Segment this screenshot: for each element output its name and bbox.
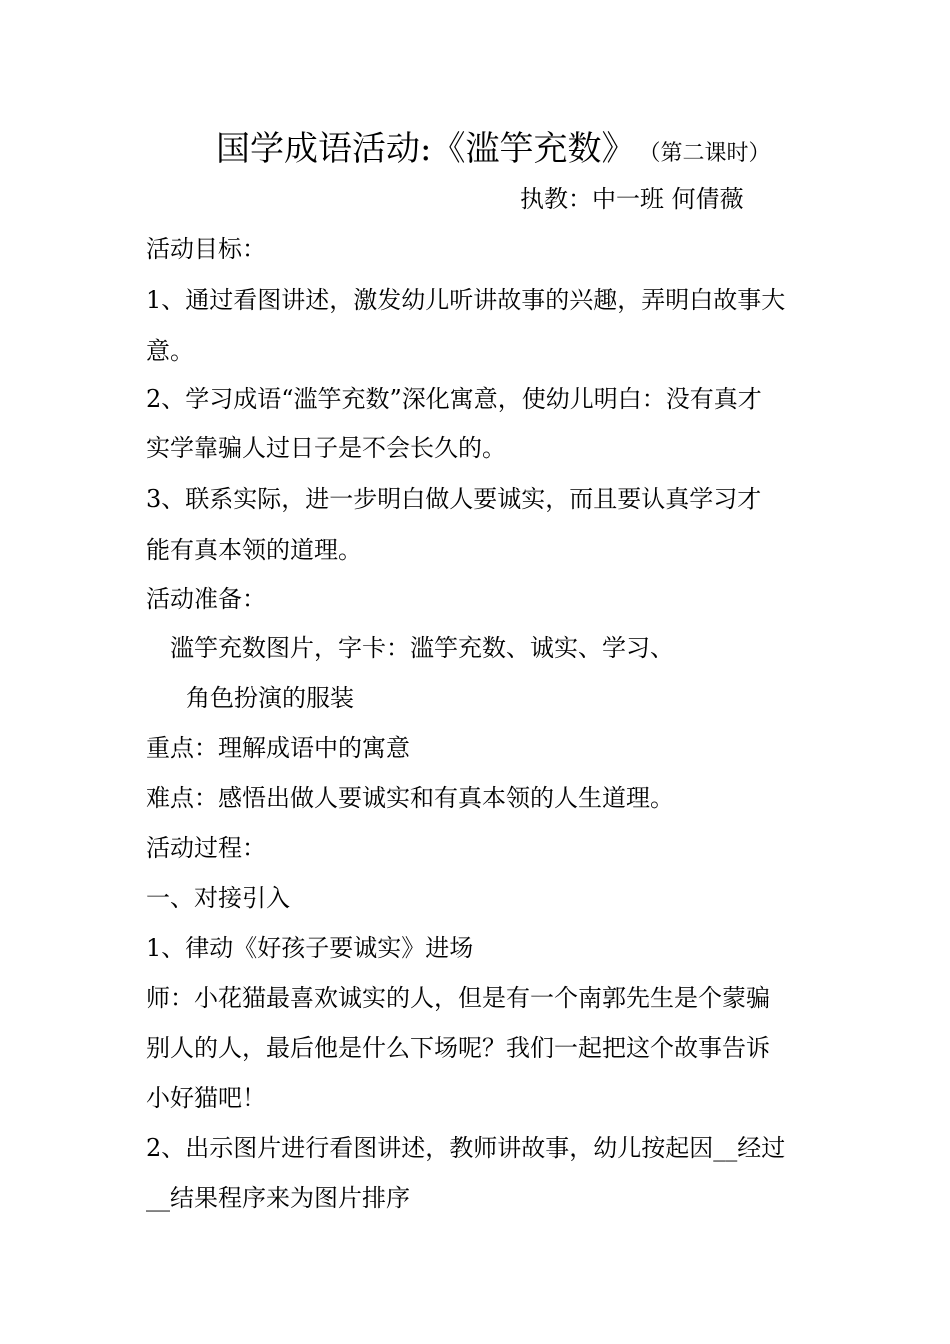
document-title <box>216 124 770 179</box>
title-lesson-number: （第二课时） <box>649 141 771 166</box>
paragraph-line: 3、联系实际，进一步明白做人要诚实，而且要认真学习才 <box>146 485 762 513</box>
paragraph-line: 1、律动《好孩子要诚实》进场 <box>146 934 474 962</box>
difficulty-line: 难点：感悟出做人要诚实和有真本领的人生道理。 <box>146 784 674 812</box>
section-heading-goals: 活动目标： <box>146 235 266 263</box>
paragraph-line: 2、出示图片进行看图讲述，教师讲故事，幼儿按起因__经过 <box>146 1134 786 1162</box>
paragraph-line: 小好猫吧！ <box>146 1084 266 1112</box>
paragraph-line: 意。 <box>146 337 194 365</box>
paragraph-line: 2、学习成语“滥竽充数”深化寓意，使幼儿明白：没有真才 <box>146 385 762 413</box>
paragraph-line: 别人的人，最后他是什么下场呢？我们一起把这个故事告诉 <box>146 1034 770 1062</box>
paragraph-line: __结果程序来为图片排序 <box>146 1184 410 1212</box>
title-main: 国学成语活动:《滥竽充数》 <box>216 129 636 169</box>
key-point-line: 重点：理解成语中的寓意 <box>146 734 410 762</box>
paragraph-line: 实学靠骗人过日子是不会长久的。 <box>146 434 506 462</box>
paragraph-line: 滥竽充数图片，字卡：滥竽充数、诚实、学习、 <box>170 634 674 662</box>
paragraph-line: 1、通过看图讲述，激发幼儿听讲故事的兴趣，弄明白故事大 <box>146 286 786 314</box>
teacher-line: 执教：中一班 何倩薇 <box>520 185 744 213</box>
section-heading-preparation: 活动准备： <box>146 585 266 613</box>
section-heading-process: 活动过程： <box>146 834 266 862</box>
paragraph-line: 角色扮演的服装 <box>186 684 354 712</box>
paragraph-line: 能有真本领的道理。 <box>146 536 362 564</box>
paragraph-line: 一、对接引入 <box>146 884 290 912</box>
paragraph-line: 师：小花猫最喜欢诚实的人，但是有一个南郭先生是个蒙骗 <box>146 984 770 1012</box>
